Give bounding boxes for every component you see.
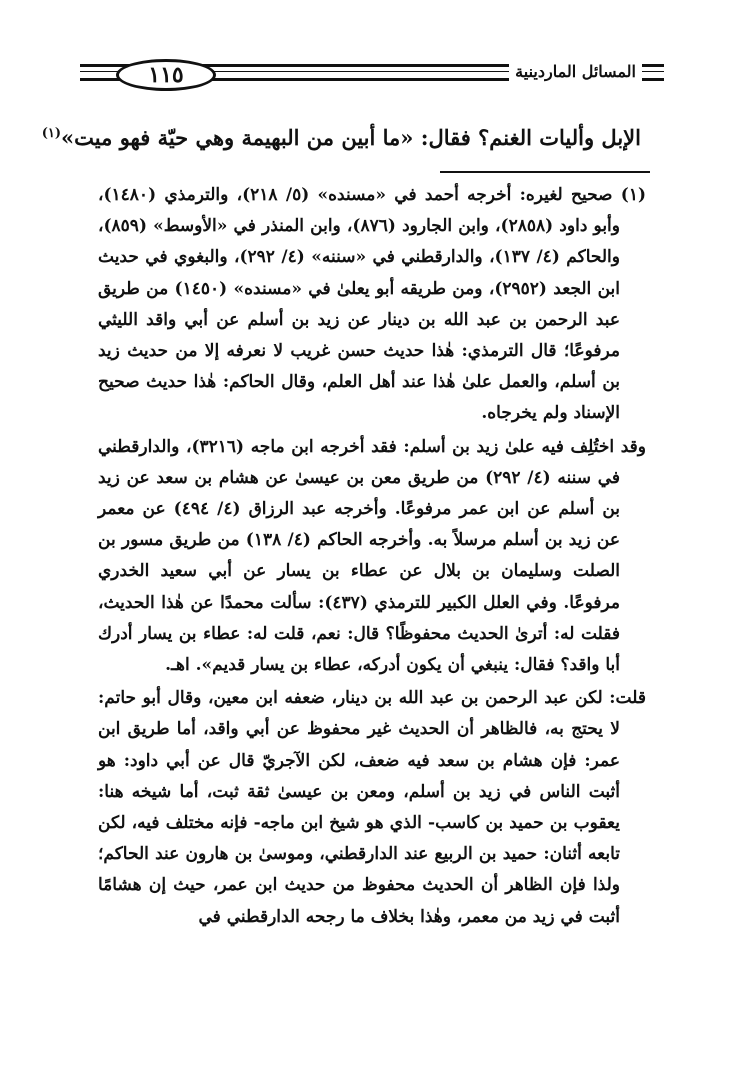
page-number-badge [116, 59, 216, 91]
footnote-1: (١) صحيح لغيره: أخرجه أحمد في «مسنده» (٥/ ٢١٨)، والترمذي (١٤٨٠)، وأبو داود (٢٨٥٨)، وابن الجارود (٨٧٦)، وابن المنذر في «الأوسط» (٨٥٩)، والحاكم (٤/ ١٣٧)، والدارقطني في «سننه» (٤/ ٢٩٢)، والبغوي في حديث ابن الجعد (٢٩٥٢)، ومن طريقه أبو يعلىٰ في «مسنده» (١٤٥٠) من طريق عبد الرحمن بن عبد الله بن دينار عن زيد بن أسلم عن أبي واقد الليثي مرفوعًا؛ قال الترمذي: هٰذا حديث حسن غريب لا نعرفه إلا من حديث زيد بن أسلم، والعمل علىٰ هٰذا عند أهل العلم، وقال الحاكم: هٰذا حديث صحيح الإسناد ولم يخرجاه. [98, 185, 646, 424]
main-text: الإبل وأليات الغنم؟ فقال: «ما أبين من البهيمة وهي حيّة فهو ميت» [61, 125, 641, 150]
page-header [80, 56, 664, 96]
running-title: المسائل الماردينية [509, 62, 642, 81]
footnote-marker: (١) [41, 126, 62, 141]
footnote-paragraph-3: قلت: لكن عبد الرحمن بن عبد الله بن دينار، ضعفه ابن معين، وقال أبو حاتم: لا يحتج به، فالظاهر أن الحديث غير محفوظ عن أبي واقد، أما طريق ابن عمر: فإن هشام بن سعد فيه ضعف، لكن الآجريّ قال عن أبي داود: هو أثبت الناس في زيد بن أسلم، ومعن بن عيسىٰ ثقة ثبت، أما شيخه هنا: يعقوب بن حميد بن كاسب- الذي هو شيخ ابن ماجه- فإنه مختلف فيه، لكن تابعه أثنان: حميد بن الربيع عند الدارقطني، وموسىٰ بن هارون عند الحاكم؛ ولذا فإن الظاهر أن الحديث محفوظ من حديث ابن عمر، حيث إن هشامًا أثبت في زيد من معمر، وهٰذا بخلاف ما رجحه الدارقطني في [98, 688, 646, 927]
footnote-paragraph-2: وقد اختُلِف فيه علىٰ زيد بن أسلم: فقد أخرجه ابن ماجه (٣٢١٦)، والدارقطني في سننه (٤/ ٢٩٢) من طريق معن بن عيسىٰ عن هشام بن سعد عن زيد بن أسلم عن ابن عمر مرفوعًا. وأخرجه عبد الرزاق (٤/ ٤٩٤) عن معمر عن زيد بن أسلم مرسلاً به. وأخرجه الحاكم (٤/ ١٣٨) من طريق مسور بن الصلت وسليمان بن بلال عن عطاء بن يسار عن أبي سعيد الخدري مرفوعًا. وفي العلل الكبير للترمذي (٤٣٧): سألت محمدًا عن هٰذا الحديث، فقلت له: أترىٰ الحديث محفوظًا؟ قال: نعم، قلت له: عطاء بن يسار أدرك أبا واقد؟ فقال: ينبغي أن يكون أدركه، عطاء بن يسار قديم». اهـ. [98, 436, 646, 676]
footnote-separator [440, 171, 650, 173]
footnotes [98, 180, 646, 933]
page-number: ١١٥ [148, 62, 184, 88]
main-text-line [41, 118, 641, 154]
